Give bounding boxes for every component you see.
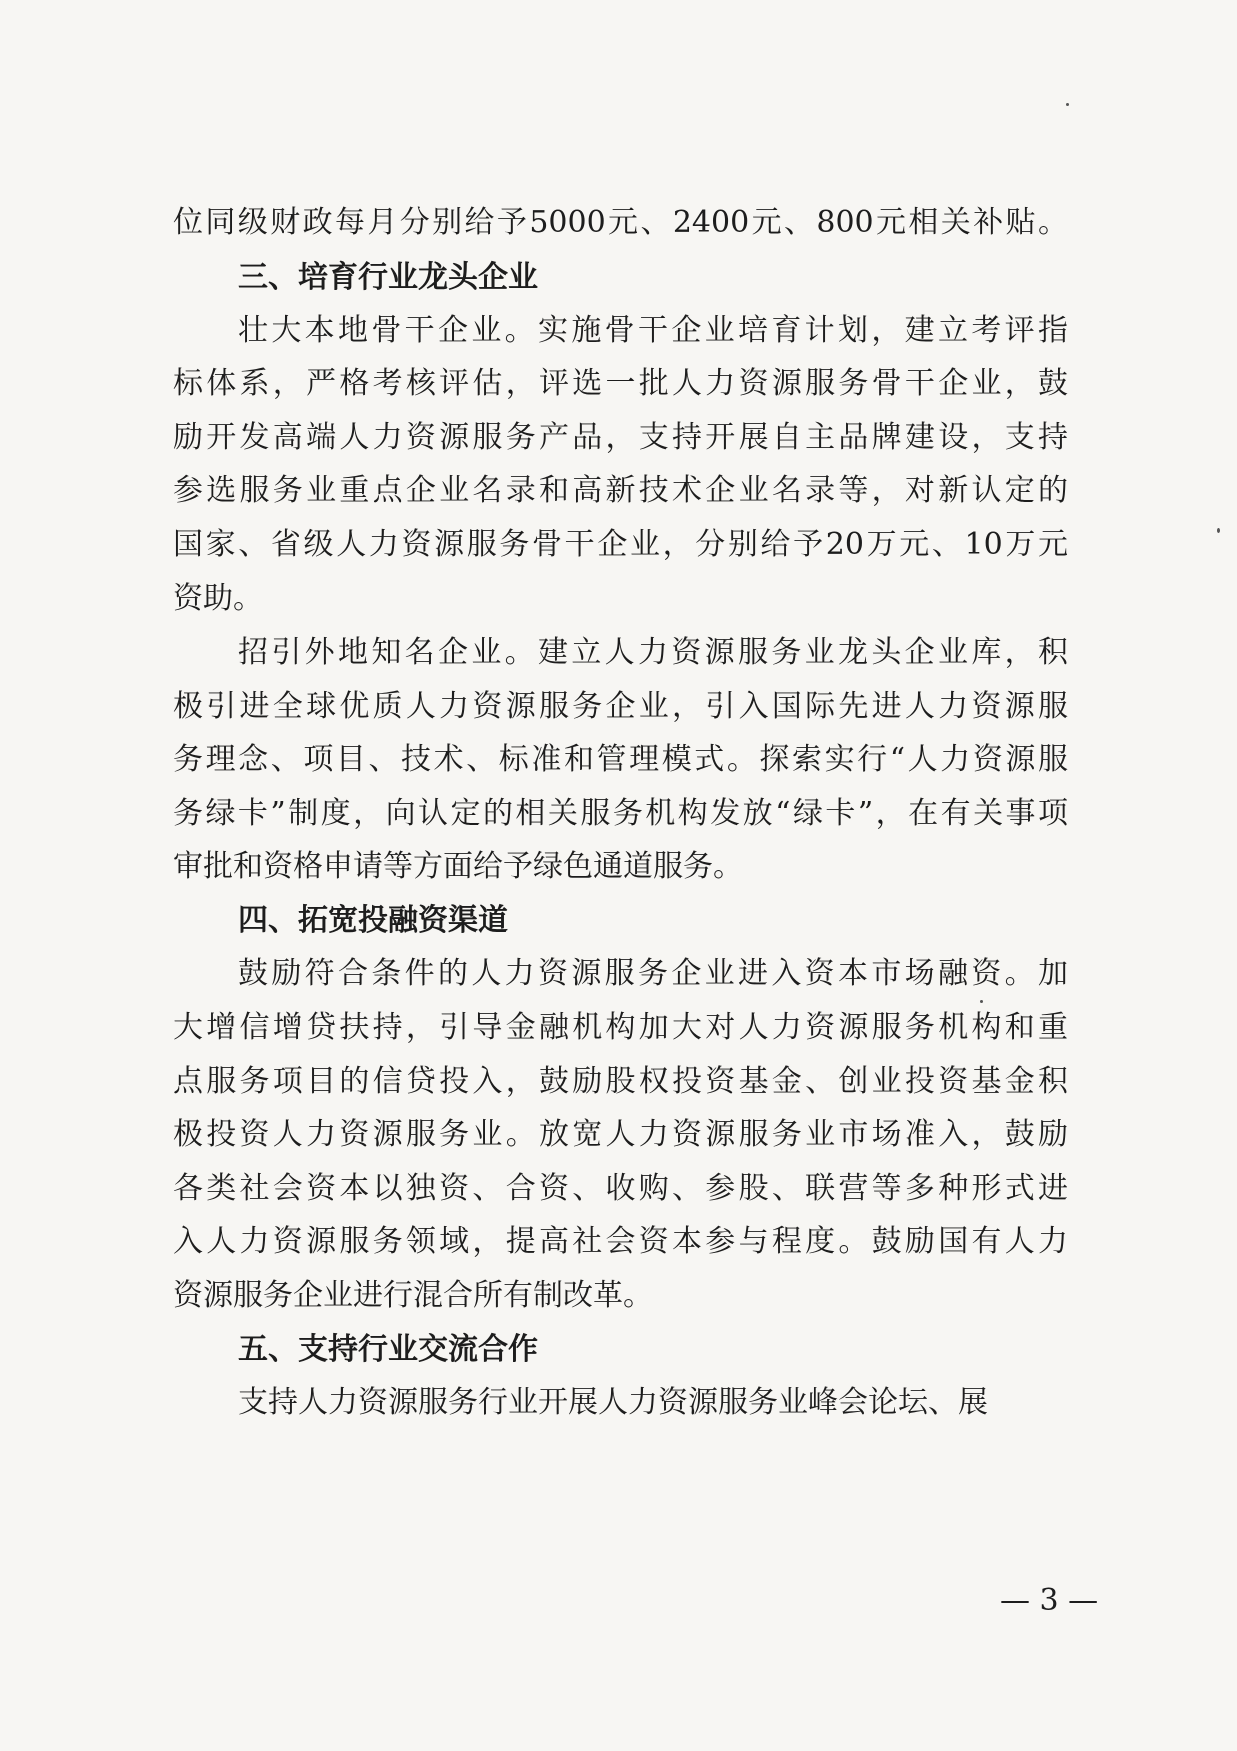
paragraph-line	[0, 1168, 1237, 1210]
line-text: 资源服务企业进行混合所有制改革。	[173, 1278, 653, 1313]
paragraph-line	[0, 953, 1237, 995]
section-heading	[0, 900, 1237, 942]
line-text: 位同级财政每月分别给予5000元、2400元、800元相关补贴。	[173, 205, 1068, 240]
paragraph-line	[0, 1275, 1237, 1317]
paragraph-line	[0, 578, 1237, 620]
line-text: 励开发高端人力资源服务产品，支持开展自主品牌建设，支持	[173, 420, 1068, 455]
line-text: 各类社会资本以独资、合资、收购、参股、联营等多种形式进	[173, 1171, 1068, 1206]
line-text: 资助。	[173, 581, 263, 616]
paragraph-line	[0, 1221, 1237, 1263]
paragraph-line	[0, 632, 1237, 674]
paragraph-line	[0, 739, 1237, 781]
scan-speck	[980, 1000, 983, 1003]
line-text: 鼓励符合条件的人力资源服务企业进入资本市场融资。加	[238, 956, 1068, 991]
page-number: — 3 —	[1000, 1583, 1099, 1618]
line-text: 务绿卡”制度，向认定的相关服务机构发放“绿卡”，在有关事项	[173, 796, 1068, 831]
paragraph-line	[0, 470, 1237, 512]
line-text: 点服务项目的信贷投入，鼓励股权投资基金、创业投资基金积	[173, 1064, 1068, 1099]
section-heading	[0, 1329, 1237, 1371]
line-text: 参选服务业重点企业名录和高新技术企业名录等，对新认定的	[173, 473, 1068, 508]
line-text: 极投资人力资源服务业。放宽人力资源服务业市场准入，鼓励	[173, 1117, 1068, 1152]
line-text: 极引进全球优质人力资源服务企业，引入国际先进人力资源服	[173, 689, 1068, 724]
line-text: 国家、省级人力资源服务骨干企业，分别给予20万元、10万元	[173, 527, 1068, 562]
line-text: 四、拓宽投融资渠道	[238, 903, 508, 938]
line-text: 支持人力资源服务行业开展人力资源服务业峰会论坛、展	[238, 1385, 988, 1420]
line-text: 五、支持行业交流合作	[238, 1332, 538, 1367]
paragraph-line	[0, 417, 1237, 459]
paragraph-line	[0, 1007, 1237, 1049]
scan-speck	[1066, 103, 1069, 106]
line-text: 入人力资源服务领域，提高社会资本参与程度。鼓励国有人力	[173, 1224, 1068, 1259]
paragraph-line	[0, 686, 1237, 728]
scan-speck	[1217, 528, 1220, 533]
paragraph-line	[0, 1114, 1237, 1156]
paragraph-line	[0, 310, 1237, 352]
paragraph-line	[0, 524, 1237, 566]
paragraph-line	[0, 363, 1237, 405]
line-text: 务理念、项目、技术、标准和管理模式。探索实行“人力资源服	[173, 742, 1068, 777]
section-heading	[0, 257, 1237, 299]
paragraph-line	[0, 1382, 1237, 1424]
line-text: 三、培育行业龙头企业	[238, 260, 538, 295]
line-text: 壮大本地骨干企业。实施骨干企业培育计划，建立考评指	[238, 313, 1068, 348]
line-text: 大增信增贷扶持，引导金融机构加大对人力资源服务机构和重	[173, 1010, 1068, 1045]
paragraph-line	[0, 1061, 1237, 1103]
line-text: 招引外地知名企业。建立人力资源服务业龙头企业库，积	[238, 635, 1068, 670]
line-text: 审批和资格申请等方面给予绿色通道服务。	[173, 849, 743, 884]
line-text: 标体系，严格考核评估，评选一批人力资源服务骨干企业，鼓	[173, 366, 1068, 401]
paragraph-line	[0, 846, 1237, 888]
paragraph-line	[0, 793, 1237, 835]
paragraph-line	[0, 202, 1237, 244]
